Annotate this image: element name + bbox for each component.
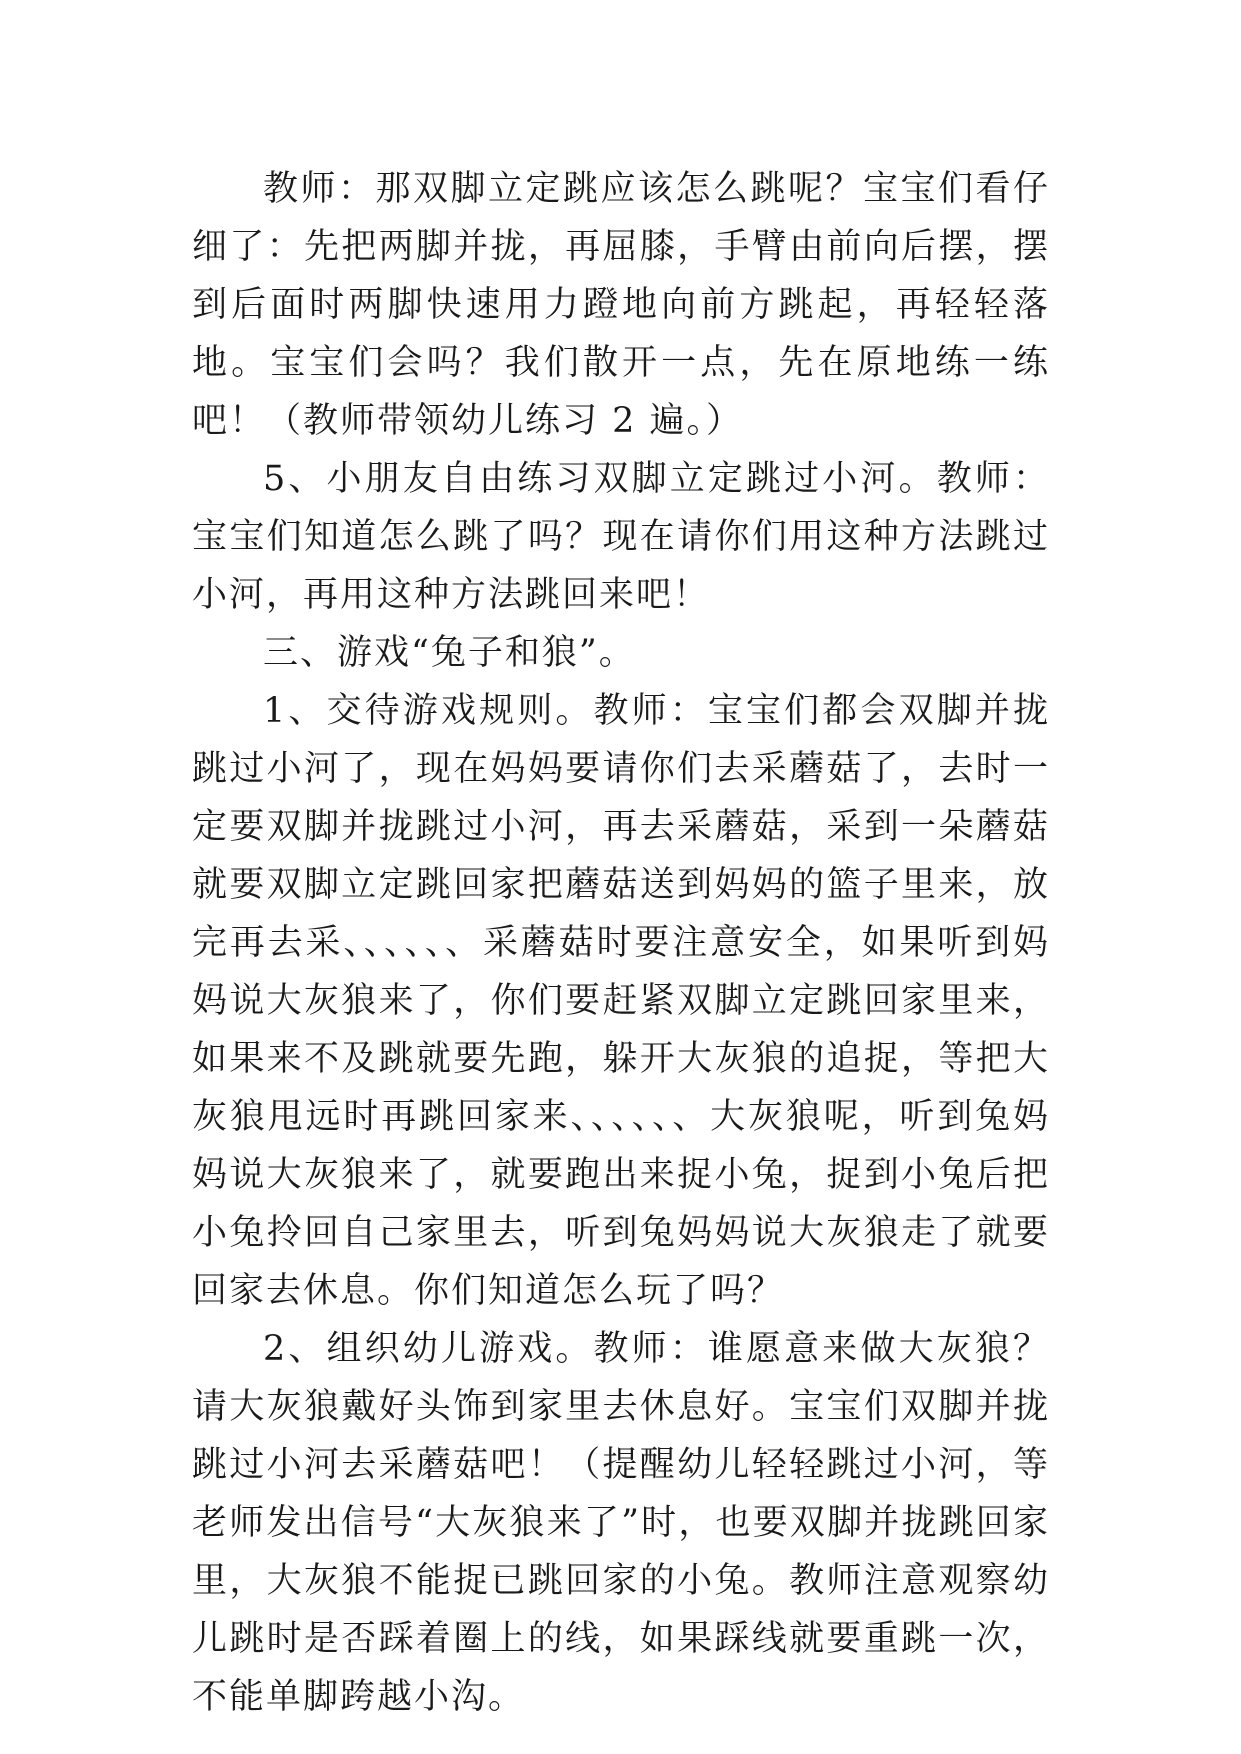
- paragraph-organize-game: 2、组织幼儿游戏。教师：谁愿意来做大灰狼？请大灰狼戴好头饰到家里去休息好。宝宝们双脚并拢跳过小河去采蘑菇吧！（提醒幼儿轻轻跳过小河，等老师发出信号“大灰狼来了”时，也要双脚并拢跳回家里，大灰狼不能捉已跳回家的小兔。教师注意观察幼儿跳时是否踩着圈上的线，如果踩线就要重跳一次，不能单脚跨越小沟。: [192, 1329, 1050, 1717]
- paragraph-step-5-practice: 5、小朋友自由练习双脚立定跳过小河。教师：宝宝们知道怎么跳了吗？现在请你们用这种方法跳过小河，再用这种方法跳回来吧！: [192, 459, 1050, 615]
- paragraph-teacher-demonstration: 教师：那双脚立定跳应该怎么跳呢？宝宝们看仔细了：先把两脚并拢，再屈膝，手臂由前向后摆，摆到后面时两脚快速用力蹬地向前方跳起，再轻轻落地。宝宝们会吗？我们散开一点，先在原地练一练吧！（教师带领幼儿练习 2 遍。）: [192, 169, 1050, 441]
- paragraph-game-rules: 1、交待游戏规则。教师：宝宝们都会双脚并拢跳过小河了，现在妈妈要请你们去采蘑菇了，去时一定要双脚并拢跳过小河，再去采蘑菇，采到一朵蘑菇就要双脚立定跳回家把蘑菇送到妈妈的篮子里来，放完再去采、、、、、、采蘑菇时要注意安全，如果听到妈妈说大灰狼来了，你们要赶紧双脚立定跳回家里来，如果来不及跳就要先跑，躲开大灰狼的追捉，等把大灰狼甩远时再跳回家来、、、、、、大灰狼呢，听到兔妈妈说大灰狼来了，就要跑出来捉小兔，捉到小兔后把小兔拎回自己家里去，听到兔妈妈说大灰狼走了就要回家去休息。你们知道怎么玩了吗？: [192, 691, 1050, 1311]
- body-text: [192, 160, 1050, 1726]
- section-heading-game: 三、游戏“兔子和狼”。: [263, 633, 636, 673]
